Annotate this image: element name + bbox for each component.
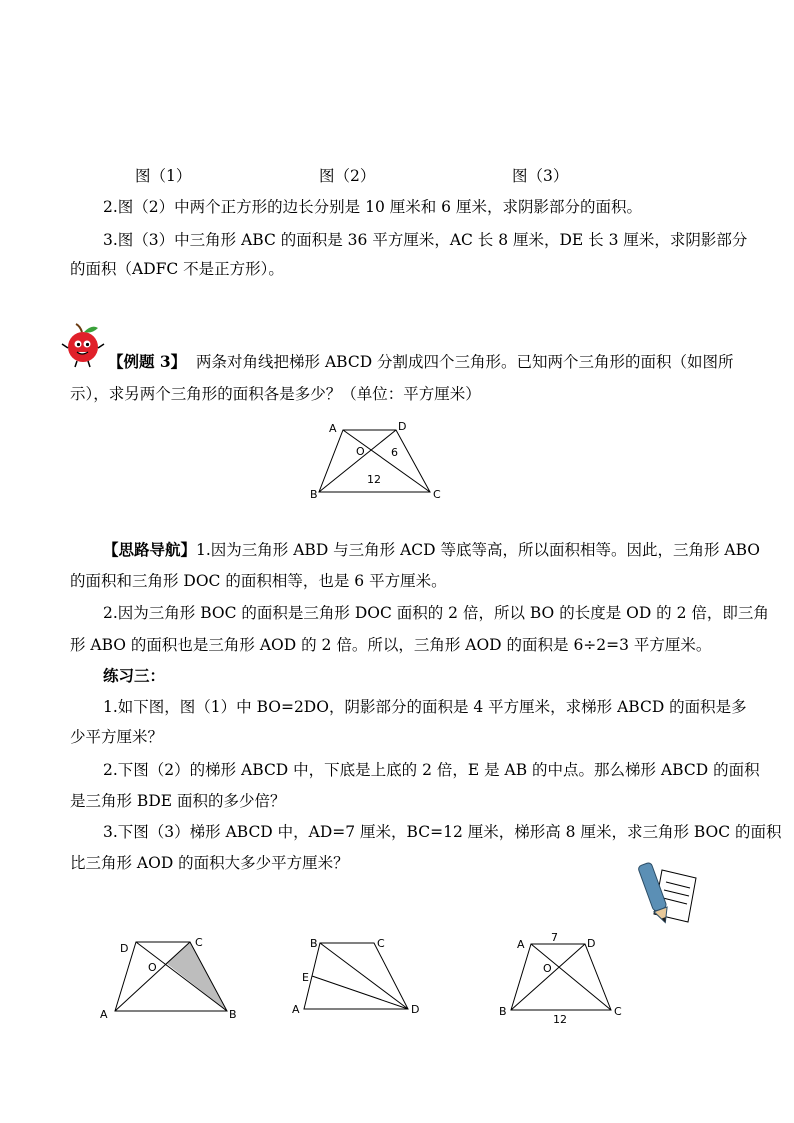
fig3-label-12: 12 (553, 1013, 567, 1026)
practice-title: 练习三： (103, 666, 166, 685)
fig1-label-A: A (100, 1008, 108, 1021)
practice-3-line1: 3.下图（3）梯形 ABCD 中，AD=7 厘米，BC=12 厘米，梯形高 8 厘米，求三角形 BOC 的面积 (103, 823, 782, 841)
fig2-label-D: D (411, 1003, 420, 1016)
guide-text: 1.因为三角形 ABD 与三角形 ACD 等底等高，所以面积相等。因此，三角形 ABO (196, 541, 761, 559)
practice-3-line2: 比三角形 AOD 的面积大多少平方厘米？ (70, 854, 349, 872)
guide-line4: 形 ABO 的面积也是三角形 AOD 的 2 倍。所以，三角形 AOD 的面积是 6÷2=3 平方厘米。 (70, 636, 712, 654)
guide-line1 (103, 540, 760, 560)
fig1-label-O: O (148, 961, 157, 974)
ex-value-12: 12 (367, 473, 381, 486)
ex-label-D: D (398, 420, 407, 433)
question-3-line2: 的面积（ADFC 不是正方形）。 (70, 260, 284, 278)
example-3-text: 两条对角线把梯形 ABCD 分割成四个三角形。已知两个三角形的面积（如图所 (196, 353, 734, 371)
ex-label-O: O (356, 445, 365, 458)
ex-label-C: C (433, 488, 441, 501)
fig3-label-7: 7 (551, 931, 558, 944)
practice-2-line2: 是三角形 BDE 面积的多少倍？ (70, 792, 286, 810)
ex-label-B: B (310, 488, 318, 501)
practice-figure-1 (98, 935, 243, 1020)
practice-figure-3 (497, 928, 632, 1026)
caption-fig2: 图（2） (319, 167, 376, 185)
question-3-line1: 3.图（3）中三角形 ABC 的面积是 36 平方厘米，AC 长 8 厘米，DE 长 3 厘米，求阴影部分 (103, 231, 748, 249)
ex-value-6: 6 (391, 446, 398, 459)
guide-tag: 【思路导航】 (103, 540, 197, 559)
caption-fig3: 图（3） (512, 167, 569, 185)
guide-line2: 的面积和三角形 DOC 的面积相等，也是 6 平方厘米。 (70, 572, 447, 590)
practice-1-line2: 少平方厘米？ (70, 728, 164, 746)
practice-figure-2 (290, 935, 425, 1020)
fig3-label-A: A (517, 938, 525, 951)
example-3-tag: 【例题 3】 (108, 352, 187, 371)
fig1-label-B: B (229, 1008, 237, 1021)
caption-fig1: 图（1） (135, 167, 192, 185)
practice-2-line1: 2.下图（2）的梯形 ABCD 中，下底是上底的 2 倍，E 是 AB 的中点。那么梯形 ABCD 的面积 (103, 761, 760, 779)
apple-mascot-icon (60, 320, 106, 368)
guide-line3: 2.因为三角形 BOC 的面积是三角形 DOC 面积的 2 倍，所以 BO 的长度是 OD 的 2 倍，即三角 (103, 604, 769, 622)
fig3-label-C: C (614, 1005, 622, 1018)
fig3-label-O: O (543, 962, 552, 975)
fig2-label-B: B (310, 937, 318, 950)
question-2: 2.图（2）中两个正方形的边长分别是 10 厘米和 6 厘米，求阴影部分的面积。 (103, 198, 642, 216)
example-3-line2: 示），求另两个三角形的面积各是多少？（单位：平方厘米） (70, 385, 481, 403)
fig2-label-A: A (292, 1003, 300, 1016)
fig2-label-E: E (302, 971, 309, 984)
example-3-line1 (108, 352, 734, 372)
ex-label-A: A (329, 422, 337, 435)
fig1-label-C: C (195, 936, 203, 949)
fig2-label-C: C (377, 937, 385, 950)
fig1-label-D: D (120, 942, 129, 955)
fig3-label-D: D (587, 937, 596, 950)
pencil-paper-icon (640, 858, 700, 928)
fig3-label-B: B (499, 1005, 507, 1018)
example-trapezoid-figure (310, 418, 450, 508)
practice-1-line1: 1.如下图，图（1）中 BO=2DO，阴影部分的面积是 4 平方厘米，求梯形 ABCD 的面积是多 (103, 698, 747, 716)
